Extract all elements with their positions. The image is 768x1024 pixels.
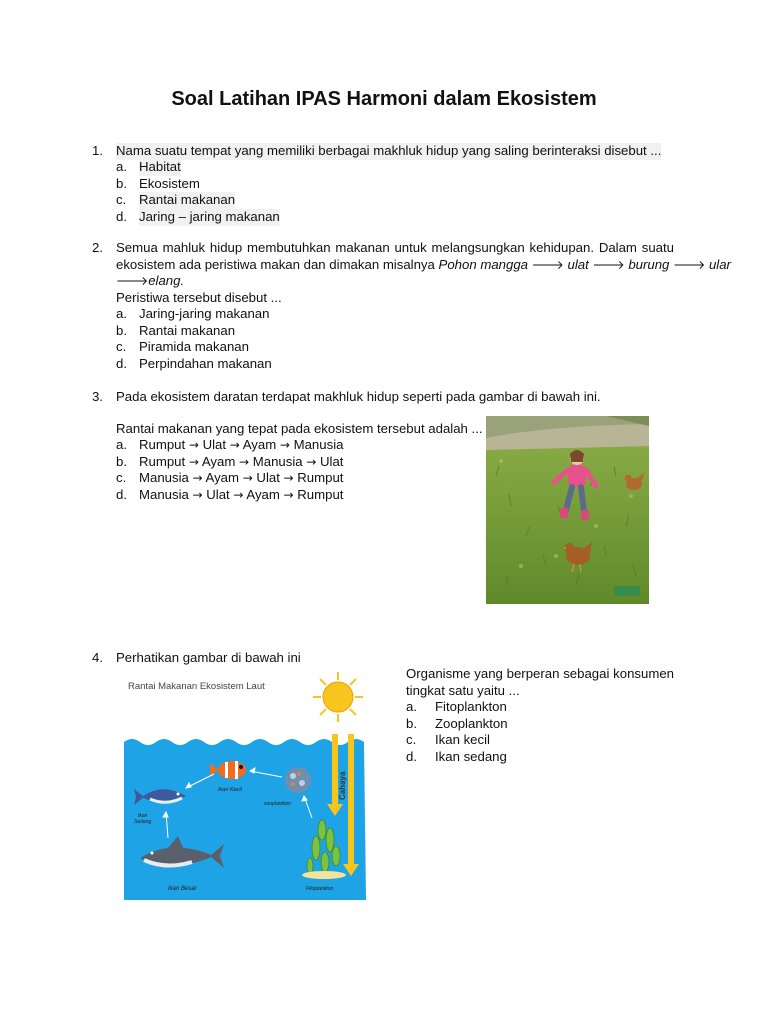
arrow-icon: 🡒 [531, 258, 564, 272]
option-text: Ikan kecil [435, 732, 490, 748]
question-text: Nama suatu tempat yang memiliki berbagai makhluk hidup yang saling berinteraksi disebut ... [116, 143, 662, 158]
arrow-icon: 🡒 [592, 258, 625, 272]
food-chain-illustration [122, 670, 368, 902]
cahaya-label: Cahaya [338, 771, 347, 800]
arrow-icon: → [188, 438, 199, 452]
question-number: 4. [92, 650, 103, 665]
option-text: Manusia → Ulat → Ayam → Rumput [139, 487, 344, 502]
question-text-line-2: ekosistem ada peristiwa makan dan dimakan misalnya [116, 257, 435, 272]
option-text: Rumput → Ulat → Ayam → Manusia [139, 437, 344, 452]
option-text: Manusia → Ayam → Ulat → Rumput [139, 470, 344, 485]
option-letter: c. [116, 339, 127, 354]
option-letter: c. [406, 732, 417, 748]
arrow-icon: → [239, 455, 250, 469]
q4-option-c [406, 732, 674, 749]
question-3-prompt: Rantai makanan yang tepat pada ekosistem tersebut adalah ... [116, 421, 483, 436]
option-text: Ikan sedang [435, 748, 507, 764]
chain-item: Pohon mangga [438, 257, 528, 272]
option-letter: a. [116, 159, 127, 174]
option-text: Habitat [139, 159, 181, 174]
option-text: Zooplankton [435, 715, 508, 731]
question-2-line-3 [116, 273, 184, 290]
option-text: Rumput → Ayam → Manusia → Ulat [139, 454, 344, 469]
option-letter: d. [116, 487, 127, 502]
arrow-icon: → [283, 471, 294, 485]
arrow-icon: → [306, 455, 317, 469]
option-letter: d. [116, 209, 127, 224]
option-letter: d. [406, 748, 417, 764]
arrow-icon: → [229, 438, 240, 452]
arrow-icon: → [192, 488, 203, 502]
question-number: 2. [92, 240, 103, 255]
watermark-logo [614, 586, 640, 596]
option-letter: c. [116, 470, 127, 485]
question-4-side [406, 666, 674, 766]
chain-item: ular [708, 257, 731, 272]
option-text: Ekosistem [139, 176, 200, 191]
option-letter: d. [116, 356, 127, 371]
option-letter: b. [116, 454, 127, 469]
arrow-icon: 🡒 [673, 258, 706, 272]
option-text: Jaring-jaring makanan [139, 306, 270, 321]
arrow-icon: → [283, 488, 294, 502]
q4-option-d [406, 749, 674, 766]
q4-option-b [406, 716, 674, 733]
arrow-icon: → [233, 488, 244, 502]
marine-food-chain-diagram [122, 670, 368, 902]
question-2-prompt: Peristiwa tersebut disebut ... [116, 290, 282, 305]
option-letter: a. [116, 306, 127, 321]
option-text: Rantai makanan [139, 323, 236, 338]
question-4-prompt: Organisme yang berperan sebagai konsumen tingkat satu yaitu ... [406, 666, 674, 698]
option-text: Jaring – jaring makanan [139, 209, 280, 224]
ikan-sedang-label-2: Sedang [134, 819, 152, 825]
question-2-line-2 [116, 257, 731, 274]
field-photo [486, 416, 649, 604]
chain-item: burung [628, 257, 670, 272]
option-letter: c. [116, 192, 127, 207]
arrow-icon: → [279, 438, 290, 452]
question-text: Pada ekosistem daratan terdapat makhluk hidup seperti pada gambar di bawah ini. [116, 389, 601, 404]
option-text: Perpindahan makanan [139, 356, 272, 371]
arrow-icon: → [192, 471, 203, 485]
option-letter: a. [406, 699, 417, 715]
chain-item: ulat [567, 257, 589, 272]
option-text: Fitoplankton [435, 699, 507, 715]
question-number: 1. [92, 143, 103, 158]
diagram-title: Rantai Makanan Ekosistem Laut [128, 681, 265, 692]
arrow-icon: → [188, 455, 199, 469]
option-letter: b. [406, 715, 417, 731]
sunlight-arrow [348, 734, 354, 864]
arrow-icon: 🡒 [116, 274, 149, 288]
question-text: Perhatikan gambar di bawah ini [116, 650, 301, 665]
question-text-line-1: Semua mahluk hidup membutuhkan makanan untuk melangsungkan kehidupan. Dalam suatu [116, 240, 674, 255]
option-letter: b. [116, 176, 127, 191]
ikan-kecil-label: Ikan Kecil [218, 787, 242, 793]
question-number: 3. [92, 389, 103, 404]
ikan-sedang-label: Ikan [138, 813, 148, 819]
zooplankton-label: zooplankton [264, 801, 291, 807]
option-letter: b. [116, 323, 127, 338]
sun-icon [313, 672, 363, 722]
chain-item: elang. [148, 273, 185, 288]
option-text: Piramida makanan [139, 339, 249, 354]
sand-mound [302, 871, 346, 879]
option-letter: a. [116, 437, 127, 452]
arrow-icon: → [242, 471, 253, 485]
ikan-besar-label: Ikan Besar [168, 886, 197, 892]
page-title: Soal Latihan IPAS Harmoni dalam Ekosistem [171, 88, 597, 110]
option-text: Rantai makanan [139, 192, 236, 207]
q4-option-a [406, 699, 674, 716]
fitoplankton-label: Fitoplankton [306, 886, 334, 892]
girl-chickens-illustration [486, 416, 649, 604]
zooplankton-icon [285, 767, 311, 793]
